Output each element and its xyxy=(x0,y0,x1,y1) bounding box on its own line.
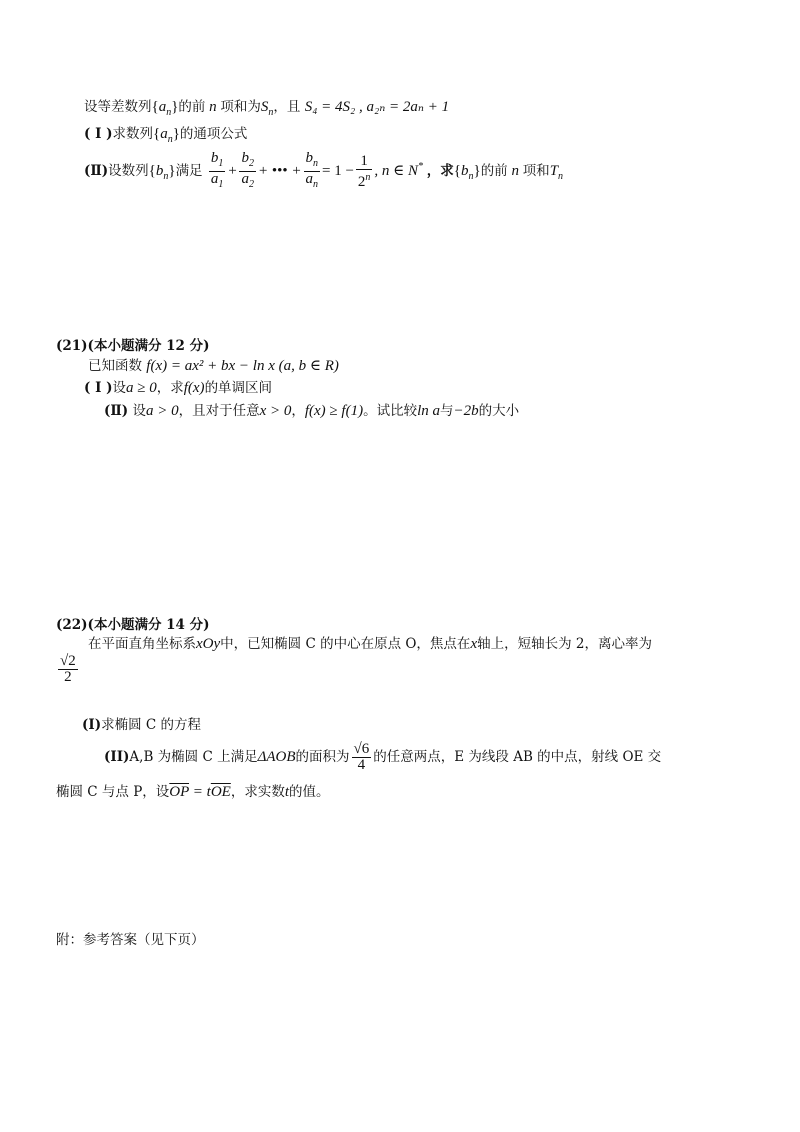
p22-line1-text: 在平面直角坐标系 xyxy=(88,636,196,652)
p22-header: (22)(本小题满分 14 分) xyxy=(56,617,210,633)
var-Tn: $T_n$ xyxy=(549,163,564,182)
var-n-2: n xyxy=(507,163,523,179)
p21-part2-math4: ln a xyxy=(417,403,440,419)
p21-part2-text3: ， xyxy=(291,403,305,419)
p20-sum-formula: $\frac{b_1}{a_1}$ + $\frac{b_2}{a_2}$ + ••• + $\frac{b_n}{a_n}$ = 1 − $\frac{1}{2^n}$ , n ∈ N* xyxy=(210,150,424,191)
p21-part2-math: a > 0 xyxy=(145,403,179,419)
p22-x: x xyxy=(470,636,478,652)
ecc-numerator: √2 xyxy=(60,653,76,669)
p22-part2-text3: 的任意两点，E 为线段 AB 的中点，射线 OE 交 xyxy=(373,749,662,765)
p20-condition: S₄ = 4S₂ , a₂ₙ = 2aₙ + 1 xyxy=(304,99,450,115)
p22-line1-text3: 轴上，短轴长为 2，离心率为 xyxy=(477,636,652,652)
p22-line1-text2: 中，已知椭圆 C 的中心在原点 O，焦点在 xyxy=(220,636,471,652)
p20-part1-text: 求数列 xyxy=(112,126,153,142)
var-n: n xyxy=(205,99,221,115)
p22-part1-label: (I) xyxy=(82,717,102,733)
var-Sn: $S_n$ xyxy=(260,99,274,118)
p21-part1-math: a ≥ 0 xyxy=(126,380,157,396)
p22-var-t: t xyxy=(284,784,289,800)
p22-triangle: ΔAOB xyxy=(257,749,296,765)
p21-intro-text: 已知函数 xyxy=(88,358,142,374)
p21-part1-text: 设 xyxy=(112,380,126,396)
set-a-n: $\{a_n\}$ xyxy=(151,99,179,118)
p21-part1 xyxy=(84,378,272,398)
p21-part1-text2: ，求 xyxy=(156,380,184,396)
vector-OP: $\overline{OP}$ xyxy=(169,784,190,800)
p21-part1-label: ( Ⅰ ) xyxy=(84,380,113,396)
p22-xoy: xOy xyxy=(196,636,221,652)
p22-part2-label: (II) xyxy=(104,749,130,765)
p20-part1-label: ( Ⅰ ) xyxy=(84,126,113,142)
p20-intro-text2: 的前 xyxy=(178,99,206,115)
p22-line1 xyxy=(88,634,652,654)
p21-part2 xyxy=(104,401,519,421)
p20-part2-label: (Ⅱ) xyxy=(84,163,109,179)
p21-intro xyxy=(88,356,339,376)
p22-part2-text2: 的面积为 xyxy=(295,749,350,765)
p21-part2-math3: f(x) ≥ f(1) xyxy=(304,403,364,419)
p22-part1 xyxy=(82,715,201,735)
p20-part1-text2: 的通项公式 xyxy=(179,126,248,142)
area-numerator: √6 xyxy=(353,741,370,757)
p22-part2 xyxy=(104,740,661,774)
p20-intro xyxy=(84,97,449,123)
p22-line3-text2: ，求实数 xyxy=(230,784,285,800)
vector-OE: $\overline{OE}$ xyxy=(210,784,231,800)
p21-part2-text: 设 xyxy=(132,403,146,419)
p21-part2-text4: 。试比较 xyxy=(363,403,418,419)
p22-line3-text3: 的值。 xyxy=(289,784,330,800)
p22-eccentricity xyxy=(58,654,78,685)
ecc-denominator: 2 xyxy=(64,669,72,685)
p21-part2-math5: −2b xyxy=(453,403,479,419)
p21-part2-math2: x > 0 xyxy=(259,403,292,419)
area-denominator: 4 xyxy=(357,757,366,773)
p21-part1-text3: 的单调区间 xyxy=(204,380,273,396)
p22-line3 xyxy=(56,782,330,802)
p20-intro-text3: 项和为 xyxy=(220,99,261,115)
p22-part2-text: A,B 为椭圆 C 上满足 xyxy=(129,749,258,765)
p22-line3-text: 椭圆 C 与点 P，设 xyxy=(56,784,170,800)
p20-intro-text4: ，且 xyxy=(273,99,301,115)
appendix-note: 附：参考答案（见下页） xyxy=(56,932,205,948)
p20-part2-text5: 项和 xyxy=(522,163,550,179)
set-b-n-2: $\{b_n\}$ xyxy=(453,163,481,182)
p20-part2 xyxy=(84,150,563,194)
p20-part2-text4: 的前 xyxy=(480,163,508,179)
p20-part2-text: 设数列 xyxy=(108,163,149,179)
p21-part2-text5: 与 xyxy=(440,403,454,419)
p20-part2-text3: ，求 xyxy=(426,163,454,179)
p21-header: (21)(本小题满分 12 分) xyxy=(56,338,210,354)
set-a-n-2: $\{a_n\}$ xyxy=(153,126,180,145)
p20-intro-text: 设等差数列 xyxy=(84,99,152,115)
p21-part2-text6: 的大小 xyxy=(478,403,520,419)
set-b-n: $\{b_n\}$ xyxy=(148,163,176,182)
p20-part2-text2: 满足 xyxy=(175,163,203,179)
p21-part1-math2: f(x) xyxy=(183,380,205,396)
p20-part1 xyxy=(84,124,247,150)
p22-part1-text: 求椭圆 C 的方程 xyxy=(101,717,202,733)
p21-function: f(x) = ax² + bx − ln x (a, b ∈ R) xyxy=(146,358,339,374)
p21-part2-text2: ，且对于任意 xyxy=(178,403,260,419)
p21-part2-label: (Ⅱ) xyxy=(104,403,129,419)
p22-eq-t: = t xyxy=(189,784,211,800)
